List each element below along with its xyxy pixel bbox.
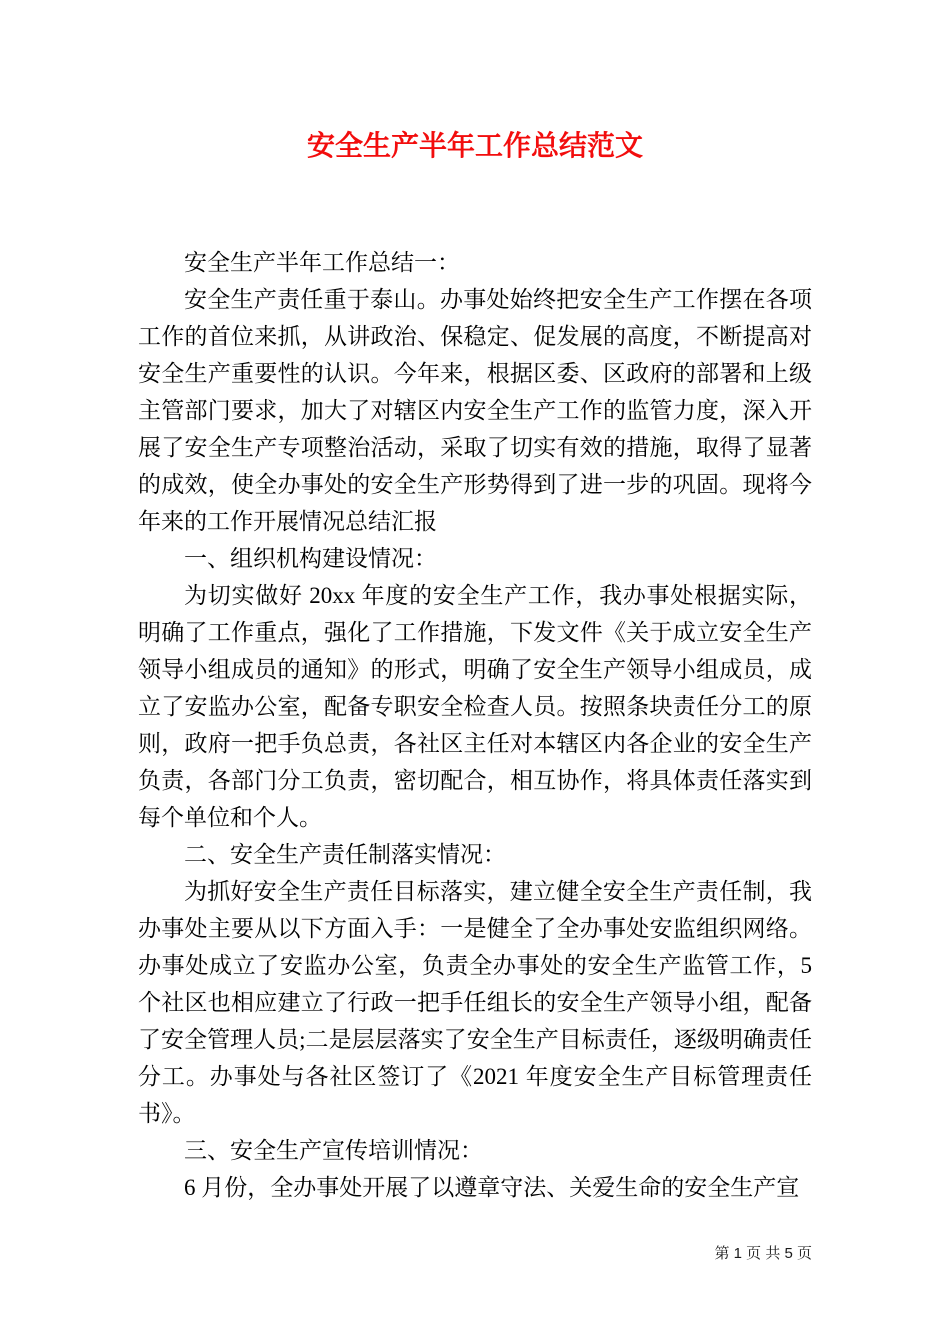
page-number-label: 第 1 页 共 5 页 [714,1245,812,1262]
page-footer [714,1244,812,1264]
document-body [138,244,812,1206]
page-title: 安全生产半年工作总结范文 [306,130,643,161]
paragraph: 安全生产责任重于泰山。办事处始终把安全生产工作摆在各项工作的首位来抓，从讲政治、保稳定、促发展的高度，不断提高对安全生产重要性的认识。今年来，根据区委、区政府的部署和上级主管部门要求，加大了对辖区内安全生产工作的监管力度，深入开展了安全生产专项整治活动，采取了切实有效的措施，取得了显著的成效，使全办事处的安全生产形势得到了进一步的巩固。现将今年来的工作开展情况总结汇报 [138,287,812,534]
paragraph-section-heading-2: 二、安全生产责任制落实情况： [184,842,506,867]
paragraph-subtitle: 安全生产半年工作总结一： [184,250,460,275]
paragraph-section-heading-1: 一、组织机构建设情况： [184,546,437,571]
paragraph-section-heading-3: 三、安全生产宣传培训情况： [184,1138,483,1163]
paragraph: 6 月份，全办事处开展了以遵章守法、关爱生命的安全生产宣 [184,1175,800,1200]
paragraph: 为抓好安全生产责任目标落实，建立健全安全生产责任制，我办事处主要从以下方面入手：一是健全了全办事处安监组织网络。办事处成立了安监办公室，负责全办事处的安全生产监管工作，5 个社区也相应建立了行政一把手任组长的安全生产领导小组，配备了安全管理人员;二是层层落实了安全生产目标责任，逐级明确责任分工。办事处与各社区签订了《2021 年度安全生产目标管理责任书》。 [138,879,812,1126]
paragraph: 为切实做好 20xx 年度的安全生产工作，我办事处根据实际，明确了工作重点，强化了工作措施，下发文件《关于成立安全生产领导小组成员的通知》的形式，明确了安全生产领导小组成员，成立了安监办公室，配备专职安全检查人员。按照条块责任分工的原则，政府一把手负总责，各社区主任对本辖区内各企业的安全生产负责，各部门分工负责，密切配合，相互协作，将具体责任落实到每个单位和个人。 [138,583,812,830]
